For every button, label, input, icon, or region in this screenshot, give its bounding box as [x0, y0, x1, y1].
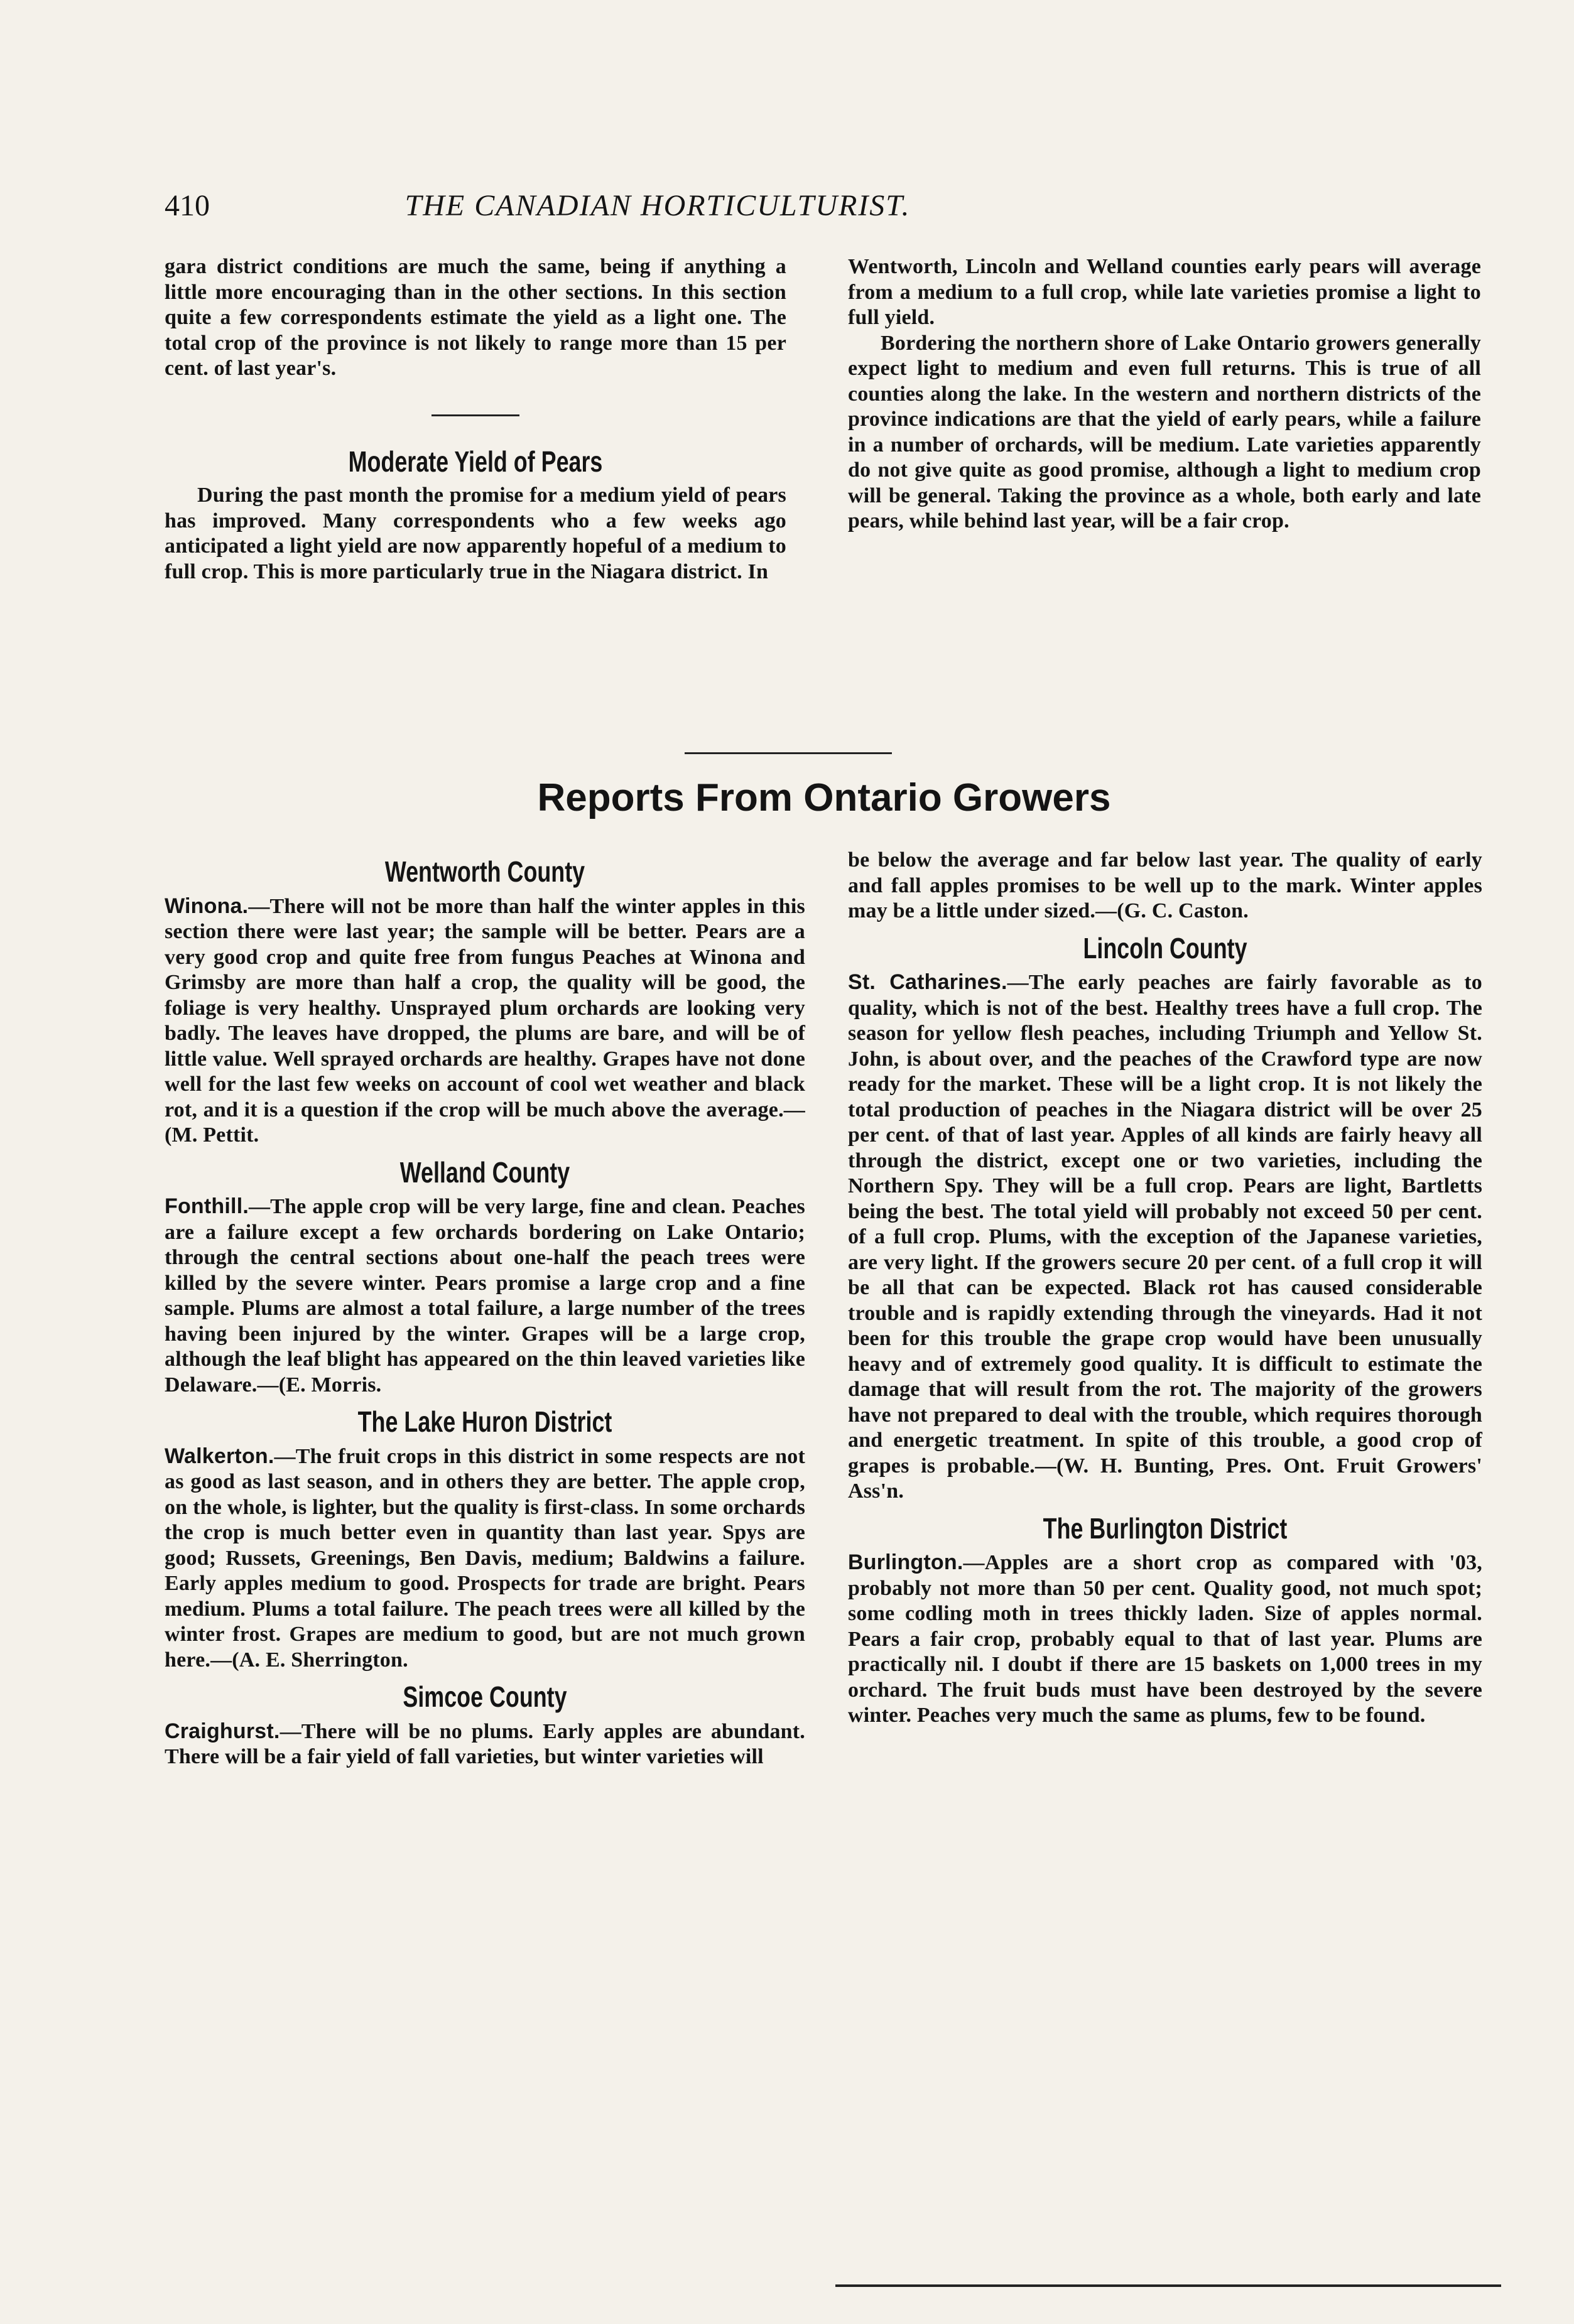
report-simcoe-cont: be below the average and far below last year. The quality of early and fall apples promises to be well up to the mark. Winter apples may be a little under sized.—(G. C. Caston. — [848, 848, 1482, 922]
intro-paragraph: gara district conditions are much the same, being if anything a little more encouraging than in the other sections. In this section quite a few correspondents estimate the yield as a light one. The total crop of the province is not likely to range more than 15 per cent. of last year's. — [165, 255, 786, 380]
county-heading-simcoe: Simcoe County — [403, 1680, 567, 1713]
county-heading-welland: Welland County — [399, 1155, 570, 1189]
report-burlington — [848, 1550, 1482, 1729]
pears-paragraph-cont: Wentworth, Lincoln and Welland counties early pears will average from a medium to a full crop, while late varieties promise a light to full yield. — [848, 255, 1481, 329]
county-heading-burlington: The Burlington District — [1043, 1511, 1288, 1545]
section-divider — [431, 414, 519, 416]
report-text: —The apple crop will be very large, fine and clean. Peaches are a failure except a few orchards bordering on Lake Ontario; through the central sections about one-half the peach trees were killed by the severe winter. Pears promise a large crop and a fine sample. Plums are almost a total failure, a large number of the trees having been injured by the winter. Grapes will be a large crop, although the leaf blight has appeared on the thin leaved varieties like Delaware.—(E. Morris. — [165, 1195, 805, 1397]
pears-paragraph: During the past month the promise for a medium yield of pears has improved. Many correspondents who a few weeks ago anticipated a light yield are now apparently hopeful of a medium to full crop. This is more particularly true in the Niagara district. In — [165, 484, 786, 583]
top-right-column — [848, 254, 1481, 534]
report-location: St. Catharines. — [848, 970, 1007, 994]
report-location: Winona. — [165, 894, 249, 918]
report-simcoe — [165, 1719, 805, 1770]
report-welland — [165, 1194, 805, 1398]
reports-right-column — [848, 848, 1482, 1729]
report-text: —The early peaches are fairly favorable as to quality, which is not of the best. Healthy trees have a full crop. The season for yellow flesh peaches, including Triumph and Yellow St. John, is about over, and the peaches of the Crawford type are now ready for the market. These will be a light crop. It is not likely the total production of peaches in the Niagara district will be over 25 per cent. of that of last year. Apples of all kinds are fairly heavy all through the district, except one or two varieties, including the Northern Spy. They will be a full crop. Pears are light, Bartletts being the best. The total yield will probably not exceed 50 per cent. of a full crop. Plums, with the exception of the Japanese varieties, are very light. If the growers secure 20 per cent. of a full crop it will be all that can be expected. Black rot has caused considerable trouble and is rapidly extending through the vineyards. Had it not been for this trouble the grape crop would have been unusually heavy and of extremely good quality. It is difficult to estimate the damage that will result from the rot. The majority of the growers have not prepared to deal with the trouble, which requires thorough and energetic treatment. In spite of this trouble, a good crop of grapes is probable.—(W. H. Bunting, Pres. Ont. Fruit Growers' Ass'n. — [848, 971, 1482, 1503]
report-location: Fonthill. — [165, 1194, 249, 1218]
county-heading-lake-huron: The Lake Huron District — [357, 1405, 612, 1438]
bottom-rule — [835, 2284, 1501, 2287]
report-location: Craighurst. — [165, 1719, 280, 1743]
section-heading-pears: Moderate Yield of Pears — [348, 445, 603, 478]
report-location: Walkerton. — [165, 1444, 274, 1468]
page-number: 410 — [165, 189, 210, 222]
report-text: —Apples are a short crop as compared with '03, probably not more than 50 per cent. Quality good, not much spot; some codling moth in trees thickly laden. Size of apples normal. Pears a fair crop, probably equal to that of last year. Plums are practically nil. I doubt if there are 15 baskets on 1,000 trees in my orchard. The fruit buds must have been destroyed by the severe winter. Peaches very much the same as plums, few to be found. — [848, 1551, 1482, 1727]
report-text: —There will not be more than half the winter apples in this section there were last year; the sample will be better. Pears are a very good crop and quite free from fungus Peaches at Winona and Grimsby are more than half a crop, the quality will be good, the foliage is very healthy. Unsprayed plum orchards are looking very badly. The leaves have dropped, the plums are bare, and will be of little value. Well sprayed orchards are healthy. Grapes have not done well for the last few weeks on account of cool wet weather and black rot, and it is a question if the crop will be much above the average.—(M. Pettit. — [165, 894, 805, 1147]
report-lake-huron — [165, 1444, 805, 1673]
top-left-column — [165, 254, 786, 585]
reports-banner: Reports From Ontario Growers — [537, 776, 1111, 819]
county-heading-lincoln: Lincoln County — [1083, 931, 1247, 965]
reports-left-column — [165, 848, 805, 1770]
report-location: Burlington. — [848, 1550, 963, 1574]
county-heading-wentworth: Wentworth County — [384, 855, 585, 888]
report-wentworth — [165, 894, 805, 1148]
page-header — [165, 188, 1151, 239]
running-head: THE CANADIAN HORTICULTURIST. — [404, 189, 911, 222]
banner-divider — [685, 752, 892, 754]
report-text: —The fruit crops in this district in some respects are not as good as last season, and in others they are better. The apple crop, on the whole, is lighter, but the quality is first-class. In some orchards the crop is much better even in quantity than last year. Spys are good; Russets, Greenings, Ben Davis, medium; Baldwins a failure. Early apples medium to good. Prospects for trade are bright. Pears medium. Plums a total failure. The peach trees were all killed by the winter frost. Grapes are medium to good, but are not much grown here.—(A. E. Sherrington. — [165, 1444, 805, 1672]
pears-paragraph-ontario: Bordering the northern shore of Lake Ontario growers generally expect light to medium and even full returns. This is true of all counties along the lake. In the western and northern districts of the province indications are that the yield of early pears, while a failure in a number of orchards, will be medium. Late varieties apparently do not give quite as good promise, although a light to medium crop will be general. Taking the province as a whole, both early and late pears, while behind last year, will be a fair crop. — [848, 331, 1481, 532]
report-text: —There will be no plums. Early apples are abundant. There will be a fair yield of fall varieties, but winter varieties will — [165, 1719, 805, 1768]
report-lincoln — [848, 970, 1482, 1505]
